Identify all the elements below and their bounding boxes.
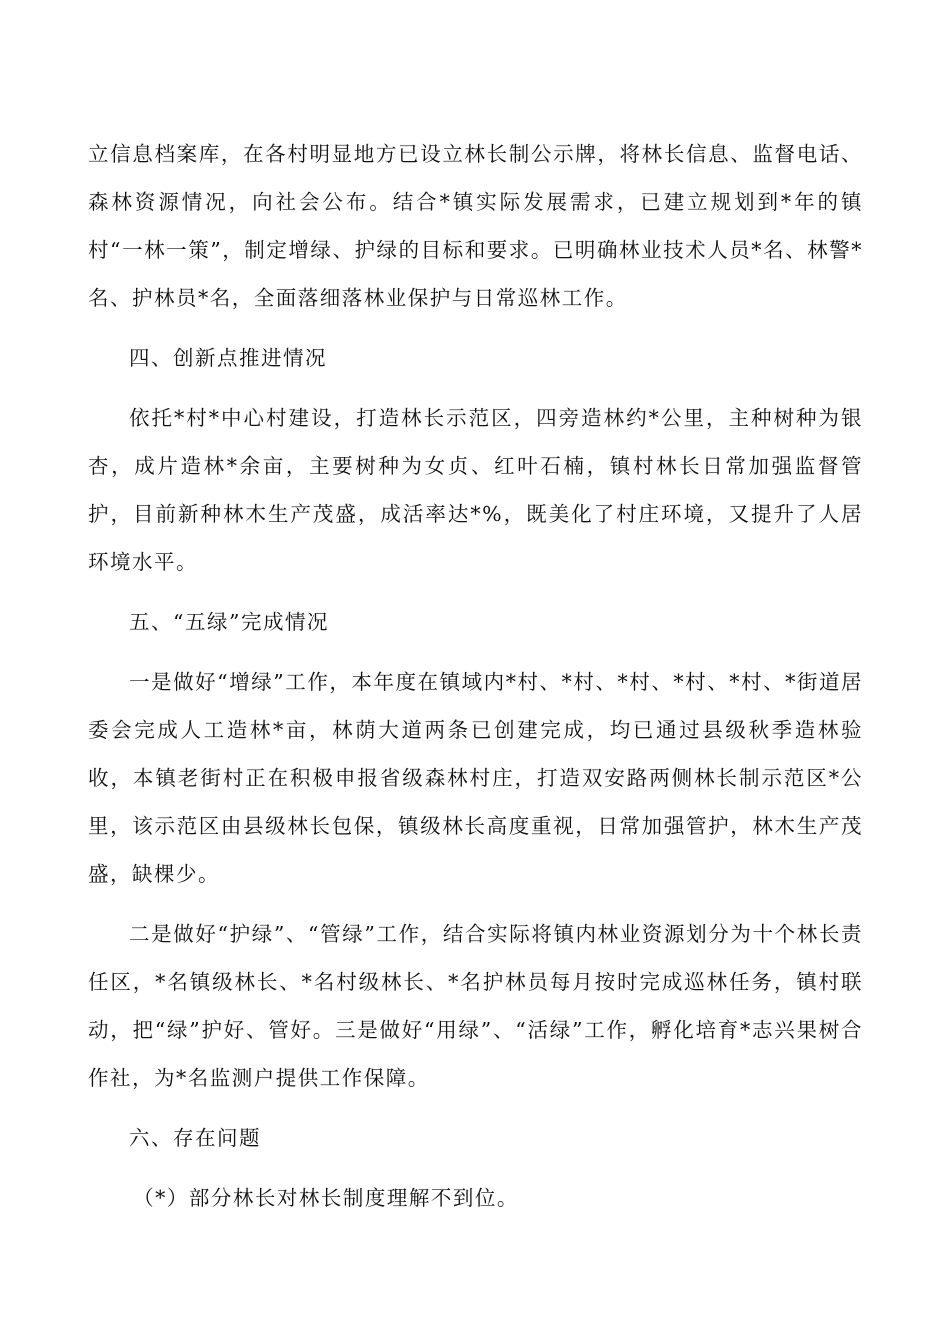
- spacer: [88, 898, 863, 910]
- paragraph-continued: 立信息档案库，在各村明显地方已设立林长制公示牌，将林长信息、监督电话、森林资源情况，向社会公布。结合*镇实际发展需求，已建立规划到*年的镇村“一林一策”，制定增绿、护绿的目标和要求。已明确林业技术人员*名、林警*名、护林员*名，全面落细落林业保护与日常巡林工作。: [88, 142, 863, 310]
- paragraph-protect-green: 二是做好“护绿”、“管绿”工作，结合实际将镇内林业资源划分为十个林长责任区，*名镇级林长、*名村级林长、*名护林员每月按时完成巡林任务，镇村联动，把“绿”护好、管好。三是做好“用绿”、“活绿”工作，孵化培育*志兴果树合作社，为*名监测户提供工作保障。: [88, 922, 863, 1090]
- spacer: [88, 586, 863, 598]
- paragraph-innovation: 依托*村*中心村建设，打造林长示范区，四旁造林约*公里，主种树种为银杏，成片造林*余亩，主要树种为女贞、红叶石楠，镇村林长日常加强监督管护，目前新种林木生产茂盛，成活率达*%，既美化了村庄环境，又提升了人居环境水平。: [88, 406, 863, 574]
- spacer: [88, 382, 863, 394]
- spacer: [88, 1162, 863, 1174]
- document-body: [88, 130, 863, 1222]
- paragraph-problem-1: （*）部分林长对林长制度理解不到位。: [133, 1186, 519, 1210]
- paragraph-increase-green: 一是做好“增绿”工作，本年度在镇域内*村、*村、*村、*村、*村、*街道居委会完成人工造林*亩，林荫大道两条已创建完成，均已通过县级秋季造林验收，本镇老街村正在积极申报省级森林村庄，打造双安路两侧林长制示范区*公里，该示范区由县级林长包保，镇级林长高度重视，日常加强管护，林木生产茂盛，缺棵少。: [88, 670, 863, 886]
- spacer: [88, 646, 863, 658]
- section-heading-4: 四、创新点推进情况: [129, 346, 327, 370]
- section-heading-6: 六、存在问题: [129, 1126, 261, 1150]
- spacer: [88, 322, 863, 334]
- section-heading-5: 五、“五绿”完成情况: [129, 610, 329, 634]
- spacer: [88, 1102, 863, 1114]
